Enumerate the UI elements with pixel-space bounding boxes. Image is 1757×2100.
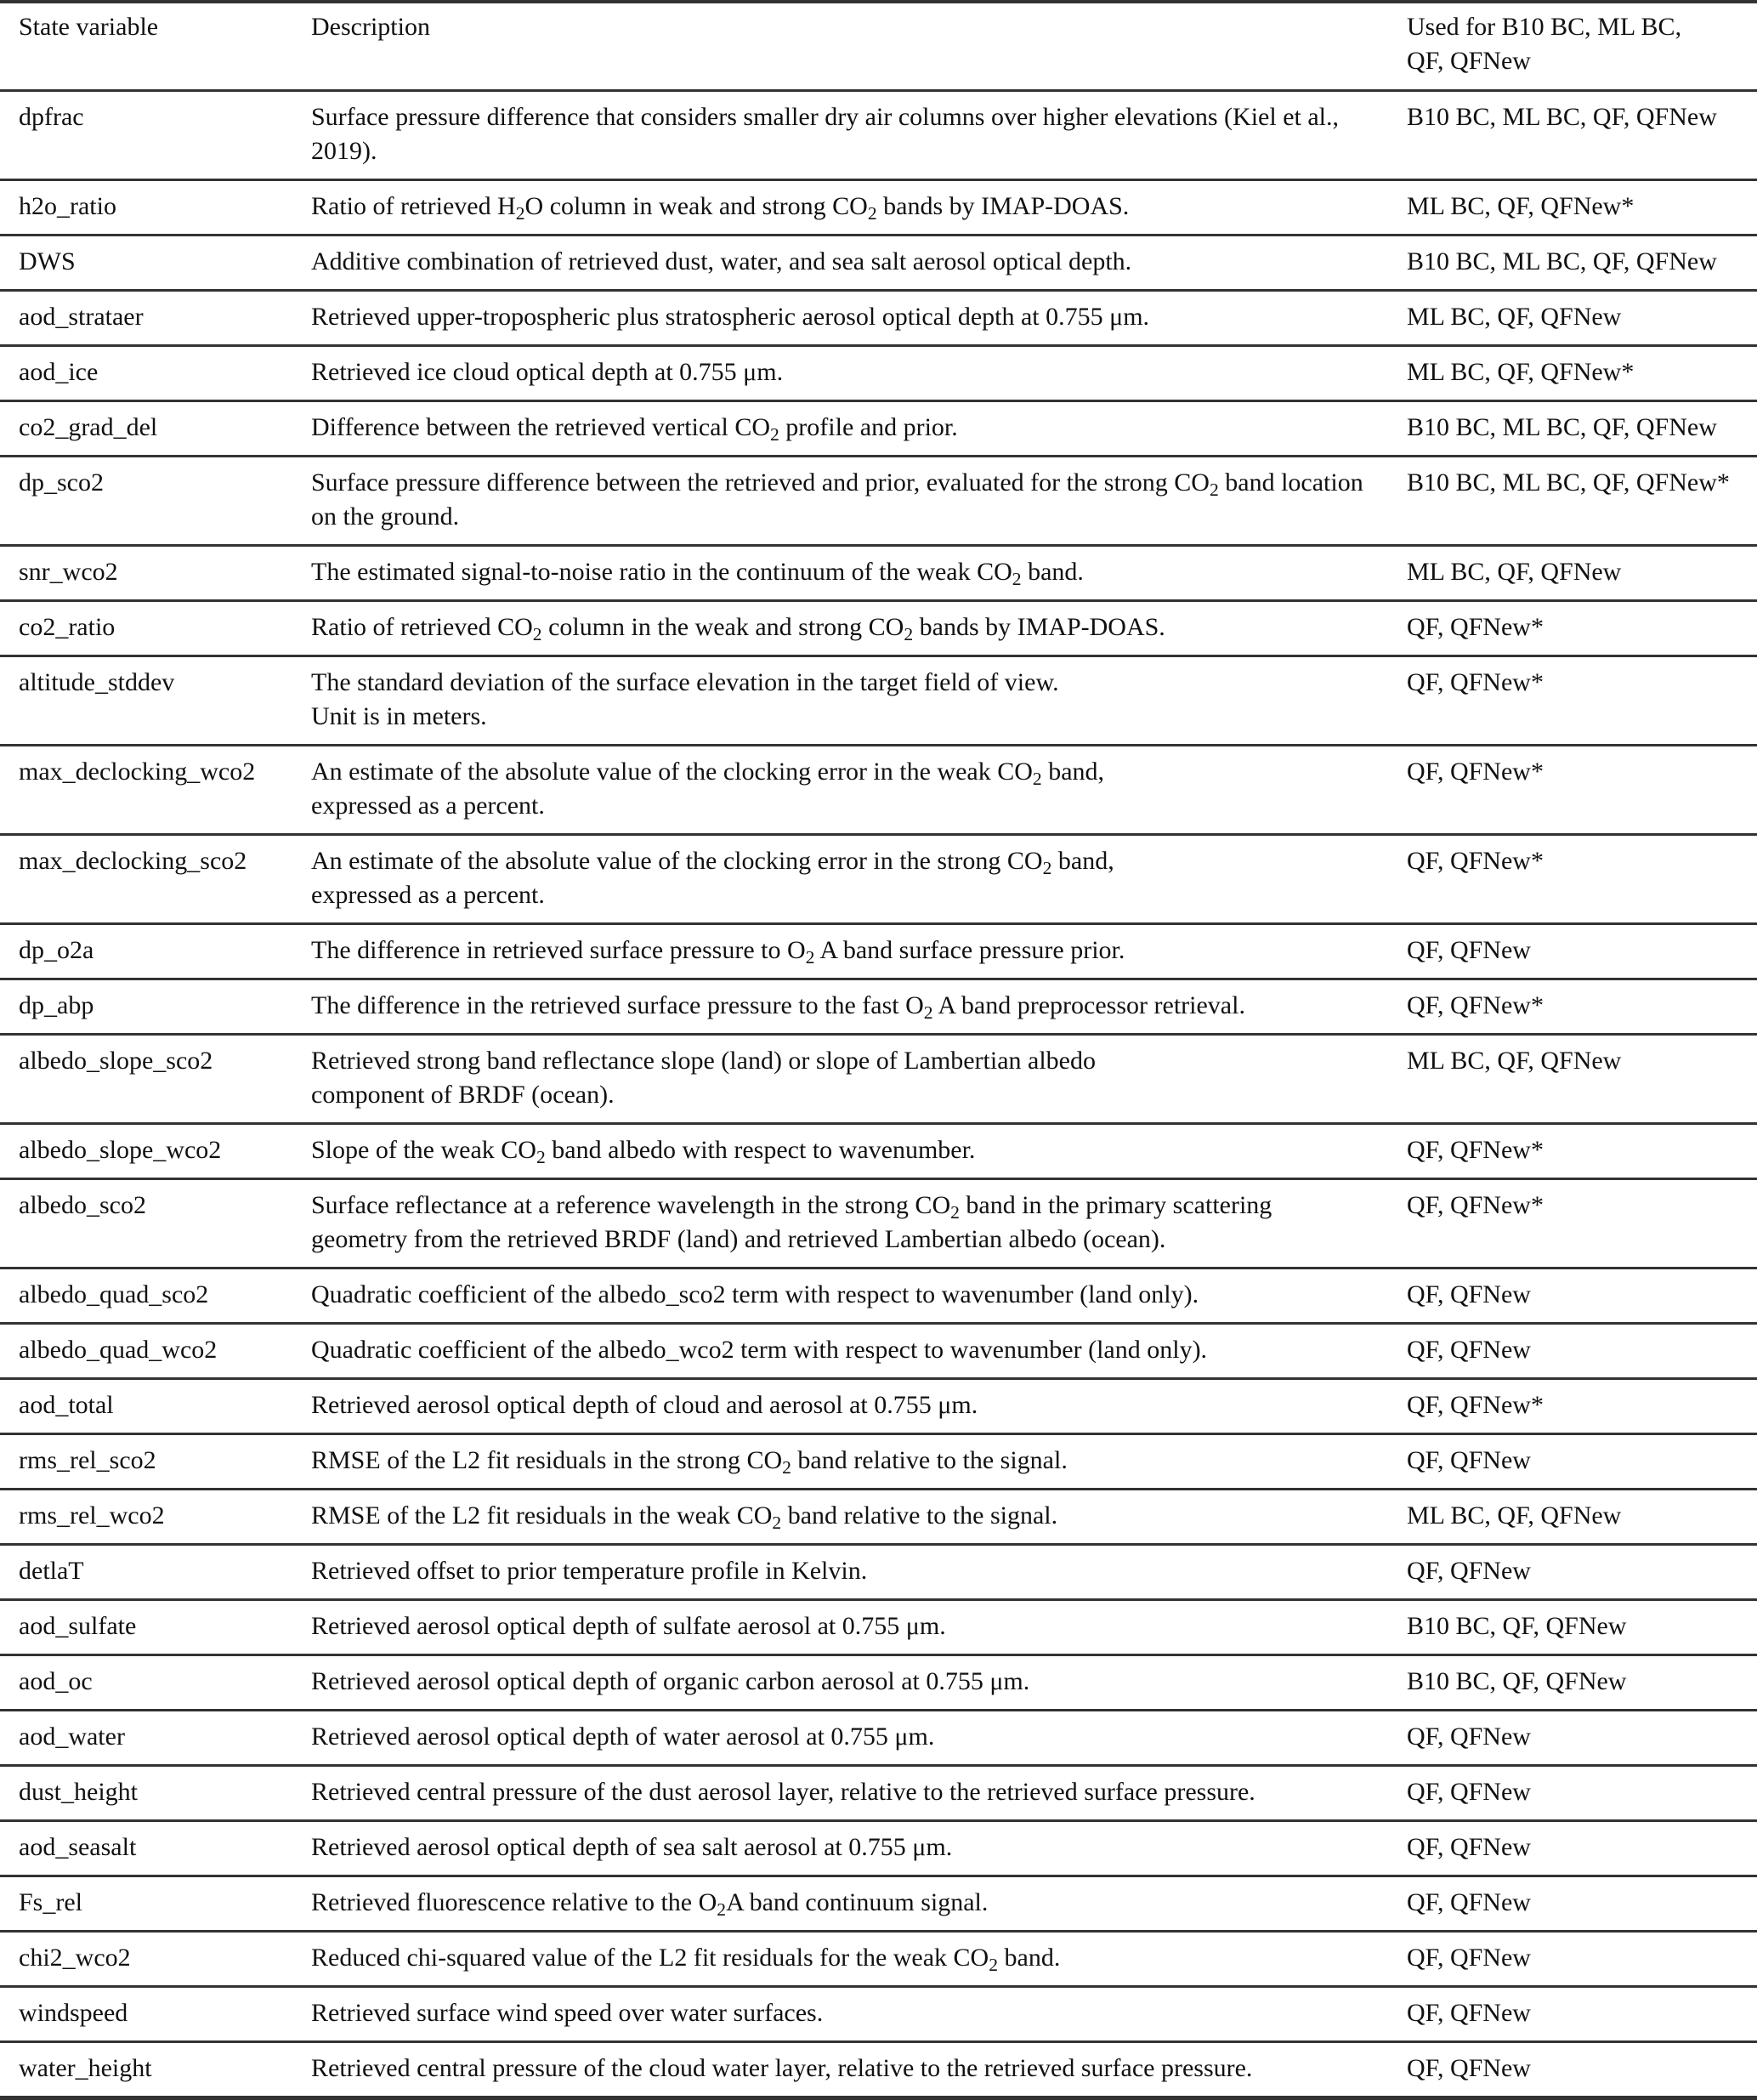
cell-state-variable: dp_abp — [0, 979, 292, 1035]
cell-used-for: QF, QFNew — [1388, 1324, 1757, 1379]
cell-used-for: QF, QFNew — [1388, 1545, 1757, 1600]
subscript: 2 — [1032, 769, 1042, 790]
cell-state-variable: aod_oc — [0, 1655, 292, 1711]
table-row — [0, 1600, 1757, 1655]
table-row — [0, 2042, 1757, 2098]
cell-state-variable: aod_water — [0, 1711, 292, 1766]
cell-description: Retrieved aerosol optical depth of organic carbon aerosol at 0.755 μm. — [292, 1655, 1388, 1711]
subscript: 2 — [1012, 569, 1022, 590]
cell-state-variable: detlaT — [0, 1545, 292, 1600]
cell-description: Additive combination of retrieved dust, water, and sea salt aerosol optical depth. — [292, 236, 1388, 291]
cell-description: Difference between the retrieved vertical $CO_2$ profile and prior. — [292, 401, 1388, 457]
cell-description: RMSE of the L2 fit residuals in the weak $CO_2$ band relative to the signal. — [292, 1490, 1388, 1545]
cell-description: Reduced chi-squared value of the L2 fit residuals for the weak $CO_2$ band. — [292, 1932, 1388, 1987]
table-body — [0, 91, 1757, 2098]
cell-description: Retrieved aerosol optical depth of sea salt aerosol at 0.755 μm. — [292, 1821, 1388, 1876]
cell-used-for: ML BC, QF, QFNew — [1388, 291, 1757, 346]
cell-state-variable: aod_seasalt — [0, 1821, 292, 1876]
table-row — [0, 746, 1757, 835]
subscript: 2 — [1042, 858, 1052, 879]
cell-description: Retrieved aerosol optical depth of water aerosol at 0.755 μm. — [292, 1711, 1388, 1766]
cell-description: Quadratic coefficient of the albedo_sco2 term with respect to wavenumber (land only). — [292, 1269, 1388, 1324]
cell-state-variable: co2_ratio — [0, 601, 292, 656]
cell-used-for: QF, QFNew — [1388, 1711, 1757, 1766]
cell-description: Retrieved surface wind speed over water surfaces. — [292, 1987, 1388, 2042]
table-row — [0, 1179, 1757, 1269]
cell-state-variable: windspeed — [0, 1987, 292, 2042]
table-row — [0, 1269, 1757, 1324]
table-row — [0, 1711, 1757, 1766]
cell-used-for: B10 BC, ML BC, QF, QFNew* — [1388, 457, 1757, 546]
cell-used-for: ML BC, QF, QFNew — [1388, 546, 1757, 601]
cell-state-variable: altitude_stddev — [0, 656, 292, 746]
table-row — [0, 1124, 1757, 1179]
cell-state-variable: aod_ice — [0, 346, 292, 401]
cell-state-variable: snr_wco2 — [0, 546, 292, 601]
table-row — [0, 91, 1757, 180]
cell-state-variable: albedo_slope_wco2 — [0, 1124, 292, 1179]
cell-description: The difference in retrieved surface pressure to $O_2$ A band surface pressure prior. — [292, 924, 1388, 979]
cell-state-variable: aod_sulfate — [0, 1600, 292, 1655]
table-row — [0, 601, 1757, 656]
table-row — [0, 1545, 1757, 1600]
header-description: Description — [292, 2, 1388, 91]
table-row — [0, 1434, 1757, 1490]
cell-state-variable: DWS — [0, 236, 292, 291]
table-row — [0, 1379, 1757, 1434]
cell-used-for: B10 BC, ML BC, QF, QFNew — [1388, 91, 1757, 180]
cell-description: Ratio of retrieved $H_2O$ column in weak and strong $CO_2$ bands by IMAP-DOAS. — [292, 180, 1388, 236]
cell-used-for: QF, QFNew — [1388, 1766, 1757, 1821]
subscript: 2 — [805, 947, 815, 968]
cell-description: Retrieved upper-tropospheric plus stratospheric aerosol optical depth at 0.755 μm. — [292, 291, 1388, 346]
cell-state-variable: chi2_wco2 — [0, 1932, 292, 1987]
cell-state-variable: h2o_ratio — [0, 180, 292, 236]
table-row — [0, 401, 1757, 457]
table-row — [0, 656, 1757, 746]
cell-state-variable: aod_strataer — [0, 291, 292, 346]
cell-used-for: QF, QFNew — [1388, 1821, 1757, 1876]
header-used-for — [1388, 2, 1757, 91]
cell-state-variable: max_declocking_sco2 — [0, 835, 292, 924]
cell-used-for: B10 BC, QF, QFNew — [1388, 1600, 1757, 1655]
cell-used-for: QF, QFNew — [1388, 1434, 1757, 1490]
table-row — [0, 1821, 1757, 1876]
cell-state-variable: aod_total — [0, 1379, 292, 1434]
cell-description: Retrieved offset to prior temperature profile in Kelvin. — [292, 1545, 1388, 1600]
table-row — [0, 1655, 1757, 1711]
cell-state-variable: albedo_sco2 — [0, 1179, 292, 1269]
subscript: 2 — [515, 203, 525, 224]
cell-description: Retrieved strong band reflectance slope (land) or slope of Lambertian albedo component of BRDF (ocean). — [292, 1035, 1388, 1124]
cell-state-variable: co2_grad_del — [0, 401, 292, 457]
cell-description: An estimate of the absolute value of the clocking error in the weak $CO_2$ band, expressed as a percent. — [292, 746, 1388, 835]
cell-used-for: QF, QFNew — [1388, 924, 1757, 979]
subscript: 2 — [989, 1955, 999, 1976]
cell-used-for: QF, QFNew* — [1388, 1379, 1757, 1434]
cell-used-for: B10 BC, ML BC, QF, QFNew — [1388, 401, 1757, 457]
table-row — [0, 546, 1757, 601]
cell-description: Slope of the weak $CO_2$ band albedo with respect to wavenumber. — [292, 1124, 1388, 1179]
cell-used-for: QF, QFNew — [1388, 1987, 1757, 2042]
table-row — [0, 180, 1757, 236]
cell-description: Retrieved central pressure of the dust aerosol layer, relative to the retrieved surface pressure. — [292, 1766, 1388, 1821]
cell-used-for: ML BC, QF, QFNew* — [1388, 346, 1757, 401]
cell-used-for: ML BC, QF, QFNew — [1388, 1035, 1757, 1124]
cell-state-variable: rms_rel_wco2 — [0, 1490, 292, 1545]
table-header-row — [0, 2, 1757, 91]
cell-used-for: QF, QFNew — [1388, 1876, 1757, 1932]
cell-used-for: ML BC, QF, QFNew* — [1388, 180, 1757, 236]
subscript: 2 — [536, 1147, 546, 1168]
cell-description: Retrieved aerosol optical depth of cloud and aerosol at 0.755 μm. — [292, 1379, 1388, 1434]
cell-used-for: ML BC, QF, QFNew — [1388, 1490, 1757, 1545]
subscript: 2 — [717, 1899, 727, 1921]
table-row — [0, 346, 1757, 401]
cell-state-variable: dust_height — [0, 1766, 292, 1821]
cell-description: The estimated signal-to-noise ratio in the continuum of the weak $CO_2$ band. — [292, 546, 1388, 601]
table-row — [0, 1876, 1757, 1932]
header-state-variable: State variable — [0, 2, 292, 91]
cell-description: Retrieved fluorescence relative to the $O_2A$ band continuum signal. — [292, 1876, 1388, 1932]
subscript: 2 — [772, 1513, 782, 1534]
cell-state-variable: albedo_slope_sco2 — [0, 1035, 292, 1124]
cell-state-variable: rms_rel_sco2 — [0, 1434, 292, 1490]
cell-used-for: B10 BC, QF, QFNew — [1388, 1655, 1757, 1711]
cell-description: Surface pressure difference that considers smaller dry air columns over higher elevations (Kiel et al., 2019). — [292, 91, 1388, 180]
subscript: 2 — [867, 203, 877, 224]
cell-description: An estimate of the absolute value of the clocking error in the strong $CO_2$ band, expressed as a percent. — [292, 835, 1388, 924]
cell-used-for: QF, QFNew — [1388, 1269, 1757, 1324]
table-row — [0, 1766, 1757, 1821]
cell-used-for: QF, QFNew* — [1388, 979, 1757, 1035]
cell-state-variable: dpfrac — [0, 91, 292, 180]
cell-description: Quadratic coefficient of the albedo_wco2 term with respect to wavenumber (land only). — [292, 1324, 1388, 1379]
subscript: 2 — [1209, 480, 1219, 501]
table-row — [0, 291, 1757, 346]
subscript: 2 — [532, 624, 542, 645]
table-row — [0, 1490, 1757, 1545]
cell-state-variable: dp_sco2 — [0, 457, 292, 546]
table-row — [0, 835, 1757, 924]
cell-description: The standard deviation of the surface elevation in the target field of view. Unit is in meters. — [292, 656, 1388, 746]
header-used-for-label: Used for B10 BC, ML BC, QF, QFNew — [1407, 13, 1682, 75]
cell-description: Retrieved aerosol optical depth of sulfate aerosol at 0.755 μm. — [292, 1600, 1388, 1655]
cell-description: The difference in the retrieved surface pressure to the fast $O_2$ A band preprocessor retrieval. — [292, 979, 1388, 1035]
subscript: 2 — [923, 1002, 933, 1024]
subscript: 2 — [770, 424, 779, 446]
cell-state-variable: albedo_quad_sco2 — [0, 1269, 292, 1324]
cell-used-for: QF, QFNew* — [1388, 1179, 1757, 1269]
cell-state-variable: albedo_quad_wco2 — [0, 1324, 292, 1379]
cell-used-for: QF, QFNew* — [1388, 835, 1757, 924]
table-row — [0, 1932, 1757, 1987]
cell-state-variable: dp_o2a — [0, 924, 292, 979]
cell-used-for: QF, QFNew — [1388, 2042, 1757, 2098]
table-row — [0, 979, 1757, 1035]
cell-description: RMSE of the L2 fit residuals in the strong $CO_2$ band relative to the signal. — [292, 1434, 1388, 1490]
cell-description: Surface reflectance at a reference wavelength in the strong $CO_2$ band in the primary scattering geometry from the retrieved BRDF (land) and retrieved Lambertian albedo (ocean). — [292, 1179, 1388, 1269]
table-row — [0, 1035, 1757, 1124]
cell-used-for: B10 BC, ML BC, QF, QFNew — [1388, 236, 1757, 291]
table-row — [0, 1324, 1757, 1379]
cell-state-variable: water_height — [0, 2042, 292, 2098]
table-row — [0, 236, 1757, 291]
subscript: 2 — [950, 1202, 960, 1223]
table-row — [0, 924, 1757, 979]
table-row — [0, 457, 1757, 546]
cell-used-for: QF, QFNew* — [1388, 601, 1757, 656]
cell-description: Retrieved ice cloud optical depth at 0.755 μm. — [292, 346, 1388, 401]
cell-used-for: QF, QFNew* — [1388, 1124, 1757, 1179]
cell-description: Ratio of retrieved $CO_2$ column in the weak and strong $CO_2$ bands by IMAP-DOAS. — [292, 601, 1388, 656]
cell-used-for: QF, QFNew — [1388, 1932, 1757, 1987]
cell-state-variable: Fs_rel — [0, 1876, 292, 1932]
cell-description: Surface pressure difference between the retrieved and prior, evaluated for the strong $CO_2$ band location on the ground. — [292, 457, 1388, 546]
subscript: 2 — [904, 624, 914, 645]
cell-used-for: QF, QFNew* — [1388, 656, 1757, 746]
cell-description: Retrieved central pressure of the cloud water layer, relative to the retrieved surface pressure. — [292, 2042, 1388, 2098]
cell-used-for: QF, QFNew* — [1388, 746, 1757, 835]
table-row — [0, 1987, 1757, 2042]
subscript: 2 — [782, 1457, 791, 1479]
cell-state-variable: max_declocking_wco2 — [0, 746, 292, 835]
